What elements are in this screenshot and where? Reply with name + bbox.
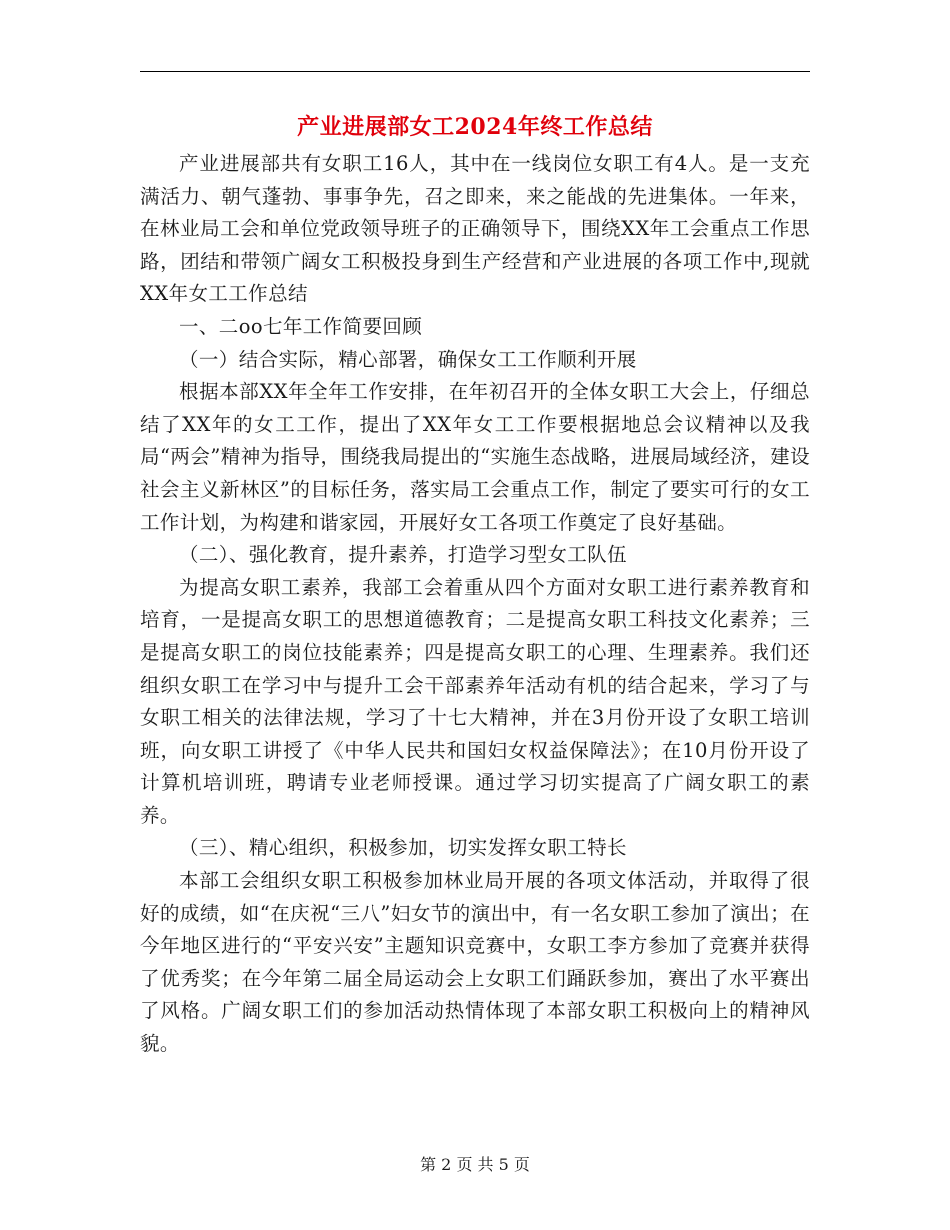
subheading-1: （一）结合实际，精心部署，确保女工工作顺利开展 xyxy=(179,347,637,371)
paragraph-deployment: 根据本部XX年全年工作安排，在年初召开的全体女职工大会上，仔细总结了XX年的女工工作，提出了XX年女工工作要根据地总会议精神以及我局“两会”精神为指导，围绕我局提出的“实施生态战略，进展局域经济，建设社会主义新林区”的目标任务，落实局工会重点工作，制定了要实可行的女工工作计划，为构建和谐家园，开展好女工各项工作奠定了良好基础。 xyxy=(140,380,810,534)
header-rule xyxy=(140,71,810,72)
intro-paragraph: 产业进展部共有女职工16人，其中在一线岗位女职工有4人。是一支充满活力、朝气蓬勃、事事争先，召之即来，来之能战的先进集体。一年来，在林业局工会和单位党政领导班子的正确领导下，围绕XX年工会重点工作思路，团结和带领广阔女工积极投身到生产经营和产业进展的各项工作中,现就XX年女工工作总结 xyxy=(140,152,810,306)
document-title: 产业进展部女工2024年终工作总结 xyxy=(297,114,653,140)
section-heading-review: 一、二oo七年工作简要回顾 xyxy=(179,314,423,338)
subheading-3: （三）、精心组织，积极参加，切实发挥女职工特长 xyxy=(179,836,627,860)
page-number: 第 2 页 共 5 页 xyxy=(420,1155,530,1174)
paragraph-education: 为提高女职工素养，我部工会着重从四个方面对女职工进行素养教育和培育，一是提高女职工的思想道德教育；二是提高女职工科技文化素养；三是提高女职工的岗位技能素养；四是提高女职工的心理、生理素养。我们还组织女职工在学习中与提升工会干部素养年活动有机的结合起来，学习了与女职工相关的法律法规，学习了十七大精神，并在3月份开设了女职工培训班，向女职工讲授了《中华人民共和国妇女权益保障法》；在10月份开设了计算机培训班，聘请专业老师授课。通过学习切实提高了广阔女职工的素养。 xyxy=(140,575,810,827)
subheading-2: （二）、强化教育，提升素养，打造学习型女工队伍 xyxy=(179,543,627,567)
document-body xyxy=(140,148,810,1061)
paragraph-activities: 本部工会组织女职工积极参加林业局开展的各项文体活动，并取得了很好的成绩，如“在庆祝“三八”妇女节的演出中，有一名女职工参加了演出；在今年地区进行的“平安兴安”主题知识竞赛中，女职工李方参加了竞赛并获得了优秀奖；在今年第二届全局运动会上女职工们踊跃参加，赛出了水平赛出了风格。广阔女职工们的参加活动热情体现了本部女职工积极向上的精神风貌。 xyxy=(140,869,810,1056)
